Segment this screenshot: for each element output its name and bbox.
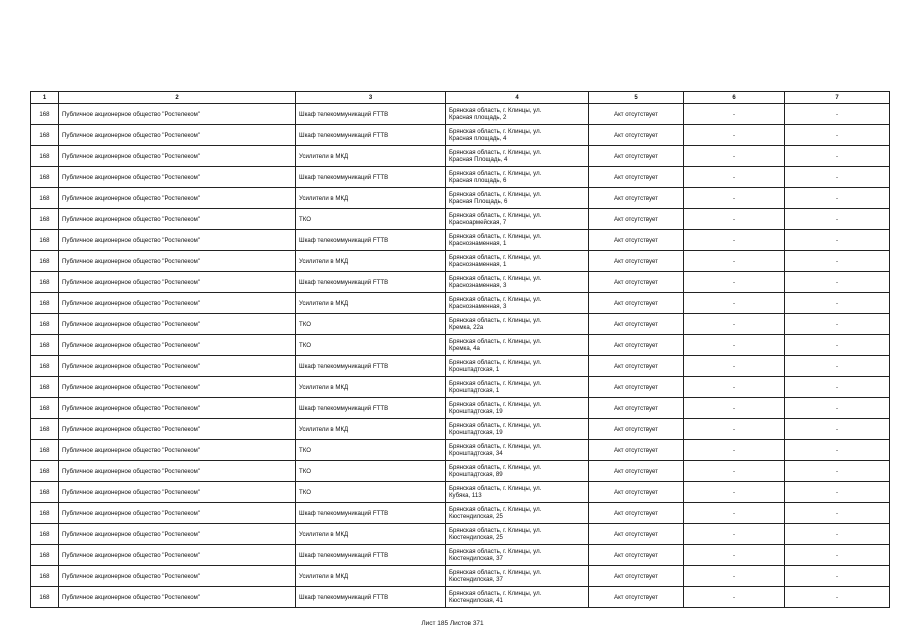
row-number-cell: 168 [31, 545, 59, 566]
address-line-2: Красная Площадь, 6 [449, 198, 508, 205]
address-line-2: Кюстендилская, 37 [449, 555, 503, 562]
owner-cell: Публичное акционерное общество "Ростелеком" [59, 167, 296, 188]
address-line-2: Краснознаменная, 1 [449, 261, 507, 268]
act-status-cell: Акт отсутствует [589, 566, 684, 587]
row-number-cell: 168 [31, 104, 59, 125]
address-cell [446, 314, 589, 335]
row-number-cell: 168 [31, 251, 59, 272]
table-row [31, 209, 890, 230]
address-line-1: Брянская область, г. Клинцы, ул. [449, 485, 542, 492]
row-number-cell: 168 [31, 440, 59, 461]
column-7-cell: - [785, 209, 890, 230]
column-6-cell: - [684, 587, 785, 608]
table-row [31, 356, 890, 377]
object-cell: Шкаф телекоммуникаций FTTB [296, 398, 446, 419]
address-cell [446, 587, 589, 608]
address-line-2: Красноармейская, 7 [449, 219, 507, 226]
address-line-1: Брянская область, г. Клинцы, ул. [449, 548, 542, 555]
column-7-cell: - [785, 272, 890, 293]
address-line-1: Брянская область, г. Клинцы, ул. [449, 359, 542, 366]
column-6-cell: - [684, 335, 785, 356]
table-row [31, 104, 890, 125]
address-cell [446, 356, 589, 377]
table-row [31, 293, 890, 314]
address-line-1: Брянская область, г. Клинцы, ул. [449, 275, 542, 282]
address-line-2: Кюстендилская, 25 [449, 513, 503, 520]
object-cell: ТКО [296, 314, 446, 335]
row-number-cell: 168 [31, 524, 59, 545]
object-cell: Шкаф телекоммуникаций FTTB [296, 545, 446, 566]
column-6-cell: - [684, 104, 785, 125]
address-line-2: Кронштадтская, 1 [449, 366, 500, 373]
table-row [31, 482, 890, 503]
column-header: 2 [59, 92, 296, 104]
column-7-cell: - [785, 482, 890, 503]
object-cell: Шкаф телекоммуникаций FTTB [296, 272, 446, 293]
table-row [31, 230, 890, 251]
table-row [31, 125, 890, 146]
row-number-cell: 168 [31, 167, 59, 188]
table-row [31, 545, 890, 566]
table-row [31, 146, 890, 167]
column-7-cell: - [785, 356, 890, 377]
address-cell [446, 503, 589, 524]
address-cell [446, 566, 589, 587]
address-line-1: Брянская область, г. Клинцы, ул. [449, 212, 542, 219]
column-6-cell: - [684, 167, 785, 188]
row-number-cell: 168 [31, 188, 59, 209]
address-line-1: Брянская область, г. Клинцы, ул. [449, 107, 542, 114]
owner-cell: Публичное акционерное общество "Ростелеком" [59, 440, 296, 461]
table-row [31, 419, 890, 440]
address-cell [446, 419, 589, 440]
address-line-2: Красная площадь, 2 [449, 114, 507, 121]
owner-cell: Публичное акционерное общество "Ростелеком" [59, 545, 296, 566]
address-cell [446, 377, 589, 398]
act-status-cell: Акт отсутствует [589, 314, 684, 335]
owner-cell: Публичное акционерное общество "Ростелеком" [59, 293, 296, 314]
row-number-cell: 168 [31, 314, 59, 335]
table-row [31, 272, 890, 293]
object-cell: Усилители в МКД [296, 188, 446, 209]
row-number-cell: 168 [31, 272, 59, 293]
address-line-1: Брянская область, г. Клинцы, ул. [449, 191, 542, 198]
address-line-1: Брянская область, г. Клинцы, ул. [449, 506, 542, 513]
row-number-cell: 168 [31, 566, 59, 587]
address-line-2: Кремка, 22а [449, 324, 484, 331]
owner-cell: Публичное акционерное общество "Ростелеком" [59, 146, 296, 167]
object-cell: Усилители в МКД [296, 251, 446, 272]
address-cell [446, 335, 589, 356]
act-status-cell: Акт отсутствует [589, 293, 684, 314]
address-line-2: Кронштадтская, 19 [449, 408, 503, 415]
table-row [31, 377, 890, 398]
owner-cell: Публичное акционерное общество "Ростелеком" [59, 335, 296, 356]
owner-cell: Публичное акционерное общество "Ростелеком" [59, 482, 296, 503]
object-cell: ТКО [296, 335, 446, 356]
data-table [30, 91, 890, 608]
address-line-1: Брянская область, г. Клинцы, ул. [449, 170, 542, 177]
row-number-cell: 168 [31, 293, 59, 314]
object-cell: Шкаф телекоммуникаций FTTB [296, 104, 446, 125]
row-number-cell: 168 [31, 419, 59, 440]
column-header: 4 [446, 92, 589, 104]
object-cell: Усилители в МКД [296, 524, 446, 545]
address-line-2: Кронштадтская, 19 [449, 429, 503, 436]
column-7-cell: - [785, 125, 890, 146]
column-7-cell: - [785, 419, 890, 440]
act-status-cell: Акт отсутствует [589, 356, 684, 377]
act-status-cell: Акт отсутствует [589, 251, 684, 272]
column-7-cell: - [785, 440, 890, 461]
object-cell: Шкаф телекоммуникаций FTTB [296, 125, 446, 146]
act-status-cell: Акт отсутствует [589, 125, 684, 146]
column-7-cell: - [785, 335, 890, 356]
column-7-cell: - [785, 314, 890, 335]
table-row [31, 251, 890, 272]
address-cell [446, 146, 589, 167]
act-status-cell: Акт отсутствует [589, 230, 684, 251]
address-line-2: Кронштадтская, 34 [449, 450, 503, 457]
address-line-1: Брянская область, г. Клинцы, ул. [449, 422, 542, 429]
column-6-cell: - [684, 398, 785, 419]
row-number-cell: 168 [31, 377, 59, 398]
column-7-cell: - [785, 104, 890, 125]
address-cell [446, 272, 589, 293]
column-6-cell: - [684, 482, 785, 503]
column-6-cell: - [684, 377, 785, 398]
address-cell [446, 209, 589, 230]
address-line-2: Красная площадь, 4 [449, 135, 507, 142]
column-7-cell: - [785, 503, 890, 524]
row-number-cell: 168 [31, 461, 59, 482]
owner-cell: Публичное акционерное общество "Ростелеком" [59, 587, 296, 608]
address-line-1: Брянская область, г. Клинцы, ул. [449, 464, 542, 471]
act-status-cell: Акт отсутствует [589, 167, 684, 188]
column-7-cell: - [785, 146, 890, 167]
act-status-cell: Акт отсутствует [589, 482, 684, 503]
column-header: 1 [31, 92, 59, 104]
column-7-cell: - [785, 587, 890, 608]
object-cell: Шкаф телекоммуникаций FTTB [296, 587, 446, 608]
address-line-1: Брянская область, г. Клинцы, ул. [449, 317, 542, 324]
address-cell [446, 398, 589, 419]
column-6-cell: - [684, 146, 785, 167]
column-6-cell: - [684, 461, 785, 482]
address-line-1: Брянская область, г. Клинцы, ул. [449, 128, 542, 135]
address-line-1: Брянская область, г. Клинцы, ул. [449, 296, 542, 303]
column-6-cell: - [684, 230, 785, 251]
header-row [31, 92, 890, 104]
table-row [31, 440, 890, 461]
address-line-2: Кронштадтская, 1 [449, 387, 500, 394]
act-status-cell: Акт отсутствует [589, 419, 684, 440]
table-row [31, 335, 890, 356]
column-6-cell: - [684, 209, 785, 230]
row-number-cell: 168 [31, 482, 59, 503]
act-status-cell: Акт отсутствует [589, 440, 684, 461]
column-6-cell: - [684, 503, 785, 524]
owner-cell: Публичное акционерное общество "Ростелеком" [59, 104, 296, 125]
column-header: 5 [589, 92, 684, 104]
object-cell: Шкаф телекоммуникаций FTTB [296, 230, 446, 251]
act-status-cell: Акт отсутствует [589, 461, 684, 482]
address-line-2: Кубяка, 113 [449, 492, 482, 499]
column-7-cell: - [785, 398, 890, 419]
row-number-cell: 168 [31, 398, 59, 419]
column-6-cell: - [684, 251, 785, 272]
column-6-cell: - [684, 125, 785, 146]
address-cell [446, 125, 589, 146]
object-cell: Усилители в МКД [296, 146, 446, 167]
table-row [31, 314, 890, 335]
object-cell: Усилители в МКД [296, 377, 446, 398]
act-status-cell: Акт отсутствует [589, 503, 684, 524]
column-header: 6 [684, 92, 785, 104]
address-cell [446, 188, 589, 209]
column-7-cell: - [785, 545, 890, 566]
object-cell: ТКО [296, 209, 446, 230]
address-line-1: Брянская область, г. Клинцы, ул. [449, 590, 542, 597]
address-line-2: Кюстендилская, 37 [449, 576, 503, 583]
column-header: 7 [785, 92, 890, 104]
address-cell [446, 482, 589, 503]
owner-cell: Публичное акционерное общество "Ростелеком" [59, 314, 296, 335]
address-line-2: Кронштадтская, 89 [449, 471, 503, 478]
table-row [31, 524, 890, 545]
address-line-2: Краснознаменная, 3 [449, 303, 507, 310]
address-cell [446, 524, 589, 545]
table-row [31, 398, 890, 419]
address-line-2: Краснознаменная, 3 [449, 282, 507, 289]
address-line-1: Брянская область, г. Клинцы, ул. [449, 254, 542, 261]
address-cell [446, 104, 589, 125]
owner-cell: Публичное акционерное общество "Ростелеком" [59, 419, 296, 440]
address-cell [446, 251, 589, 272]
column-6-cell: - [684, 566, 785, 587]
column-6-cell: - [684, 440, 785, 461]
address-line-1: Брянская область, г. Клинцы, ул. [449, 401, 542, 408]
owner-cell: Публичное акционерное общество "Ростелеком" [59, 251, 296, 272]
act-status-cell: Акт отсутствует [589, 104, 684, 125]
address-line-2: Красная Площадь, 4 [449, 156, 508, 163]
column-7-cell: - [785, 377, 890, 398]
address-line-2: Красная площадь, 6 [449, 177, 507, 184]
owner-cell: Публичное акционерное общество "Ростелеком" [59, 566, 296, 587]
row-number-cell: 168 [31, 356, 59, 377]
column-7-cell: - [785, 188, 890, 209]
address-line-1: Брянская область, г. Клинцы, ул. [449, 527, 542, 534]
object-cell: Усилители в МКД [296, 566, 446, 587]
act-status-cell: Акт отсутствует [589, 587, 684, 608]
act-status-cell: Акт отсутствует [589, 272, 684, 293]
owner-cell: Публичное акционерное общество "Ростелеком" [59, 230, 296, 251]
table-row [31, 587, 890, 608]
column-7-cell: - [785, 293, 890, 314]
row-number-cell: 168 [31, 335, 59, 356]
owner-cell: Публичное акционерное общество "Ростелеком" [59, 524, 296, 545]
address-line-1: Брянская область, г. Клинцы, ул. [449, 149, 542, 156]
row-number-cell: 168 [31, 230, 59, 251]
owner-cell: Публичное акционерное общество "Ростелеком" [59, 503, 296, 524]
address-line-2: Кюстендилская, 41 [449, 597, 503, 604]
column-6-cell: - [684, 272, 785, 293]
column-7-cell: - [785, 566, 890, 587]
object-cell: Усилители в МКД [296, 419, 446, 440]
table-row [31, 188, 890, 209]
act-status-cell: Акт отсутствует [589, 377, 684, 398]
column-7-cell: - [785, 524, 890, 545]
address-line-2: Кремка, 4а [449, 345, 480, 352]
page-footer: Лист 185 Листов 371 [421, 620, 484, 627]
address-cell [446, 461, 589, 482]
act-status-cell: Акт отсутствует [589, 398, 684, 419]
address-cell [446, 293, 589, 314]
column-6-cell: - [684, 293, 785, 314]
address-line-1: Брянская область, г. Клинцы, ул. [449, 380, 542, 387]
owner-cell: Публичное акционерное общество "Ростелеком" [59, 377, 296, 398]
column-6-cell: - [684, 524, 785, 545]
column-header: 3 [296, 92, 446, 104]
row-number-cell: 168 [31, 503, 59, 524]
column-6-cell: - [684, 314, 785, 335]
object-cell: ТКО [296, 482, 446, 503]
act-status-cell: Акт отсутствует [589, 209, 684, 230]
object-cell: Шкаф телекоммуникаций FTTB [296, 503, 446, 524]
row-number-cell: 168 [31, 587, 59, 608]
owner-cell: Публичное акционерное общество "Ростелеком" [59, 398, 296, 419]
act-status-cell: Акт отсутствует [589, 188, 684, 209]
address-line-1: Брянская область, г. Клинцы, ул. [449, 569, 542, 576]
act-status-cell: Акт отсутствует [589, 545, 684, 566]
table-row [31, 503, 890, 524]
column-7-cell: - [785, 251, 890, 272]
act-status-cell: Акт отсутствует [589, 524, 684, 545]
owner-cell: Публичное акционерное общество "Ростелеком" [59, 125, 296, 146]
address-line-1: Брянская область, г. Клинцы, ул. [449, 443, 542, 450]
column-6-cell: - [684, 419, 785, 440]
owner-cell: Публичное акционерное общество "Ростелеком" [59, 188, 296, 209]
owner-cell: Публичное акционерное общество "Ростелеком" [59, 461, 296, 482]
address-cell [446, 167, 589, 188]
column-6-cell: - [684, 188, 785, 209]
column-7-cell: - [785, 461, 890, 482]
object-cell: ТКО [296, 440, 446, 461]
object-cell: ТКО [296, 461, 446, 482]
owner-cell: Публичное акционерное общество "Ростелеком" [59, 209, 296, 230]
address-line-2: Кюстендилская, 25 [449, 534, 503, 541]
column-7-cell: - [785, 167, 890, 188]
table-row [31, 167, 890, 188]
act-status-cell: Акт отсутствует [589, 335, 684, 356]
address-cell [446, 440, 589, 461]
row-number-cell: 168 [31, 125, 59, 146]
column-6-cell: - [684, 545, 785, 566]
table-body [31, 104, 890, 608]
object-cell: Усилители в МКД [296, 293, 446, 314]
act-status-cell: Акт отсутствует [589, 146, 684, 167]
object-cell: Шкаф телекоммуникаций FTTB [296, 356, 446, 377]
row-number-cell: 168 [31, 209, 59, 230]
address-cell [446, 230, 589, 251]
table-row [31, 461, 890, 482]
column-7-cell: - [785, 230, 890, 251]
column-6-cell: - [684, 356, 785, 377]
address-cell [446, 545, 589, 566]
address-line-1: Брянская область, г. Клинцы, ул. [449, 338, 542, 345]
address-line-1: Брянская область, г. Клинцы, ул. [449, 233, 542, 240]
row-number-cell: 168 [31, 146, 59, 167]
owner-cell: Публичное акционерное общество "Ростелеком" [59, 356, 296, 377]
address-line-2: Краснознаменная, 1 [449, 240, 507, 247]
table-row [31, 566, 890, 587]
object-cell: Шкаф телекоммуникаций FTTB [296, 167, 446, 188]
owner-cell: Публичное акционерное общество "Ростелеком" [59, 272, 296, 293]
